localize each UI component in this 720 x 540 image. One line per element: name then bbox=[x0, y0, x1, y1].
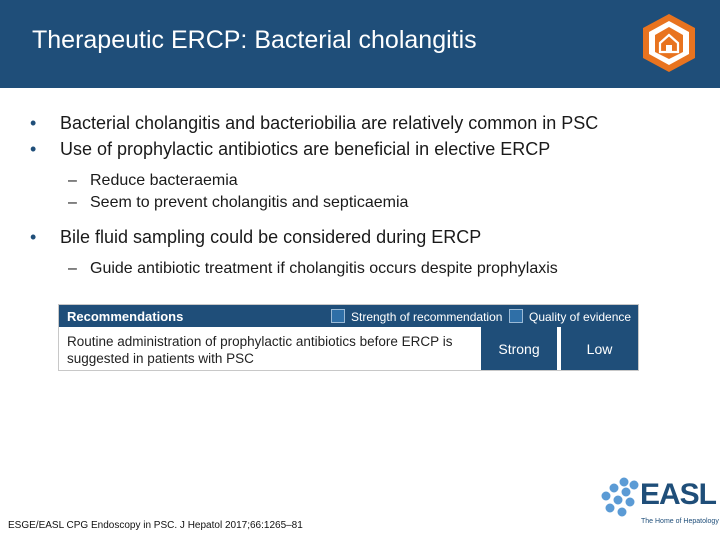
easl-logo bbox=[600, 474, 719, 530]
sub-bullet-item bbox=[30, 258, 690, 280]
bullet-item bbox=[30, 224, 690, 250]
bullet-item bbox=[30, 136, 690, 162]
slide-content bbox=[30, 110, 690, 280]
sub-bullet-item bbox=[30, 192, 690, 214]
easl-wordmark: EASL bbox=[640, 478, 717, 511]
legend-quality-label: Quality of evidence bbox=[529, 310, 632, 324]
recommendation-header bbox=[59, 305, 638, 327]
citation: ESGE/EASL CPG Endoscopy in PSC. J Hepatol 2017;66:1265–81 bbox=[8, 520, 303, 531]
legend-quality bbox=[509, 309, 631, 324]
slide-header bbox=[0, 0, 720, 88]
hexagon-cluster-icon bbox=[600, 476, 642, 520]
sub-bullet-item bbox=[30, 170, 690, 192]
easl-tagline: The Home of Hepatology bbox=[641, 518, 719, 525]
strength-cell bbox=[481, 327, 557, 370]
recommendation-text: Routine administration of prophylactic antibiotics before ERCP is suggested in patients with PSC bbox=[67, 334, 453, 366]
bullet-marker: • bbox=[30, 139, 37, 159]
bullet-text: Bile fluid sampling could be considered during ERCP bbox=[60, 227, 482, 247]
sub-bullet-text: Guide antibiotic treatment if cholangitis occurs despite prophylaxis bbox=[90, 260, 558, 277]
legend-square-icon bbox=[509, 309, 523, 323]
dash-marker: – bbox=[68, 260, 77, 277]
bullet-marker: • bbox=[30, 113, 37, 133]
sub-bullet-text: Seem to prevent cholangitis and septicaemia bbox=[90, 194, 409, 211]
legend-strength-label: Strength of recommendation bbox=[351, 310, 503, 324]
quality-value: Low bbox=[586, 341, 613, 357]
bullet-marker: • bbox=[30, 227, 37, 247]
dash-marker: – bbox=[68, 194, 77, 211]
strength-value: Strong bbox=[498, 341, 540, 357]
quality-cell bbox=[561, 327, 638, 370]
bullet-item bbox=[30, 110, 690, 136]
slide-title: Therapeutic ERCP: Bacterial cholangitis bbox=[32, 26, 477, 54]
bullet-text: Bacterial cholangitis and bacteriobilia are relatively common in PSC bbox=[60, 113, 599, 133]
sub-bullet-text: Reduce bacteraemia bbox=[90, 172, 238, 189]
legend-square-icon bbox=[331, 309, 345, 323]
legend-strength bbox=[331, 309, 502, 324]
bullet-text: Use of prophylactic antibiotics are beneficial in elective ERCP bbox=[60, 139, 551, 159]
home-icon[interactable] bbox=[640, 12, 698, 74]
recommendation-table bbox=[58, 304, 639, 371]
dash-marker: – bbox=[68, 172, 77, 189]
recommendation-title: Recommendations bbox=[67, 309, 184, 324]
